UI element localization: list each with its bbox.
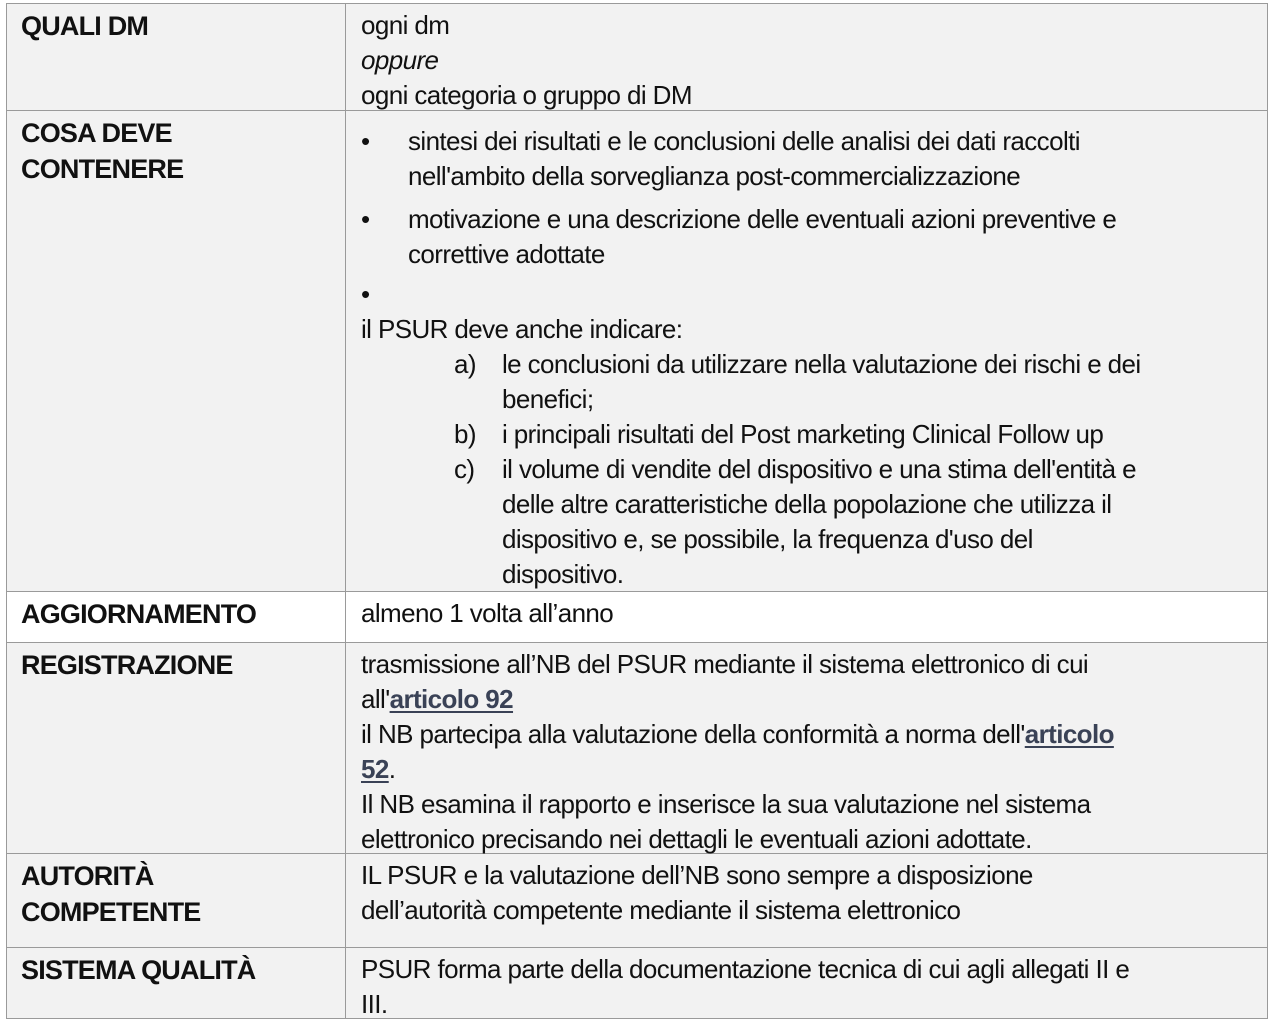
text-line: Il NB esamina il rapporto e inserisce la sua valutazione nel sistema bbox=[361, 789, 1091, 819]
article-92-link[interactable]: articolo 92 bbox=[389, 684, 514, 714]
list-item bbox=[361, 347, 1267, 417]
row-label: AUTORITÀ bbox=[21, 861, 154, 891]
text-line: trasmissione all’NB del PSUR mediante il sistema elettronico di cui bbox=[361, 649, 1089, 679]
text-line: PSUR forma parte della documentazione tecnica di cui agli allegati II e bbox=[361, 954, 1130, 984]
text-line: il volume di vendite del dispositivo e una stima dell'entità e bbox=[502, 454, 1137, 484]
row-label: QUALI DM bbox=[21, 11, 149, 41]
row-autorita-competente bbox=[7, 854, 1267, 948]
text-line bbox=[361, 717, 1267, 752]
bullet-item-empty bbox=[361, 277, 1267, 312]
text-line: delle altre caratteristiche della popolazione che utilizza il bbox=[502, 489, 1112, 519]
bullet-marker: • bbox=[361, 126, 370, 156]
content-cell bbox=[346, 948, 1267, 1018]
content-cell bbox=[346, 111, 1267, 591]
text-line: il PSUR deve anche indicare: bbox=[361, 314, 683, 344]
list-item bbox=[361, 452, 1267, 592]
content-cell bbox=[346, 643, 1267, 853]
bullet-item bbox=[361, 124, 1267, 194]
text-line: le conclusioni da utilizzare nella valutazione dei rischi e dei bbox=[502, 349, 1141, 379]
text-fragment: il NB partecipa alla valutazione della conformità a norma dell' bbox=[361, 719, 1025, 749]
label-cell bbox=[7, 592, 346, 642]
row-cosa-deve-contenere bbox=[7, 111, 1267, 592]
text-line: dispositivo. bbox=[502, 559, 624, 589]
row-label: COMPETENTE bbox=[21, 897, 201, 927]
text-line: III. bbox=[361, 989, 388, 1019]
list-marker: b) bbox=[454, 419, 476, 449]
text-line: dispositivo e, se possibile, la frequenza d'uso del bbox=[502, 524, 1033, 554]
text-line: dell’autorità competente mediante il sistema elettronico bbox=[361, 895, 961, 925]
list-item bbox=[361, 417, 1267, 452]
text-line: ogni dm bbox=[361, 10, 450, 40]
text-line bbox=[361, 682, 1267, 717]
text-line bbox=[361, 752, 1267, 787]
label-cell bbox=[7, 854, 346, 947]
article-52-link-cont[interactable]: 52 bbox=[361, 754, 389, 784]
label-cell bbox=[7, 643, 346, 853]
text-line: elettronico precisando nei dettagli le eventuali azioni adottate. bbox=[361, 824, 1032, 854]
label-cell bbox=[7, 4, 346, 110]
content-cell bbox=[346, 854, 1267, 947]
bullet-marker: • bbox=[361, 204, 370, 234]
psur-table bbox=[6, 3, 1268, 1019]
text-fragment: . bbox=[388, 754, 396, 784]
row-aggiornamento bbox=[7, 592, 1267, 643]
text-line: benefici; bbox=[502, 384, 594, 414]
row-label: AGGIORNAMENTO bbox=[21, 599, 257, 629]
text-line: IL PSUR e la valutazione dell’NB sono sempre a disposizione bbox=[361, 860, 1033, 890]
label-cell bbox=[7, 948, 346, 1018]
list-marker: a) bbox=[454, 349, 476, 379]
text-line-italic: oppure bbox=[361, 45, 439, 75]
row-sistema-qualita bbox=[7, 948, 1267, 1018]
text-line: ogni categoria o gruppo di DM bbox=[361, 80, 692, 110]
label-cell bbox=[7, 111, 346, 591]
row-label: COSA DEVE bbox=[21, 118, 172, 148]
row-quali-dm bbox=[7, 4, 1267, 111]
list-marker: c) bbox=[454, 454, 475, 484]
text-line: sintesi dei risultati e le conclusioni delle analisi dei dati raccolti bbox=[408, 126, 1080, 156]
text-line: nell'ambito della sorveglianza post-commercializzazione bbox=[408, 161, 1021, 191]
content-cell bbox=[346, 592, 1267, 642]
article-52-link[interactable]: articolo bbox=[1024, 719, 1114, 749]
row-registrazione bbox=[7, 643, 1267, 854]
row-label: CONTENERE bbox=[21, 154, 184, 184]
bullet-item bbox=[361, 202, 1267, 272]
text-fragment: all' bbox=[361, 684, 390, 714]
text-line: motivazione e una descrizione delle eventuali azioni preventive e bbox=[408, 204, 1117, 234]
text-line: i principali risultati del Post marketing Clinical Follow up bbox=[502, 419, 1104, 449]
row-label: SISTEMA QUALITÀ bbox=[21, 955, 256, 985]
text-line: almeno 1 volta all’anno bbox=[361, 598, 614, 628]
text-line: correttive adottate bbox=[408, 239, 605, 269]
bullet-marker: • bbox=[361, 279, 370, 309]
content-cell bbox=[346, 4, 1267, 110]
row-label: REGISTRAZIONE bbox=[21, 650, 233, 680]
